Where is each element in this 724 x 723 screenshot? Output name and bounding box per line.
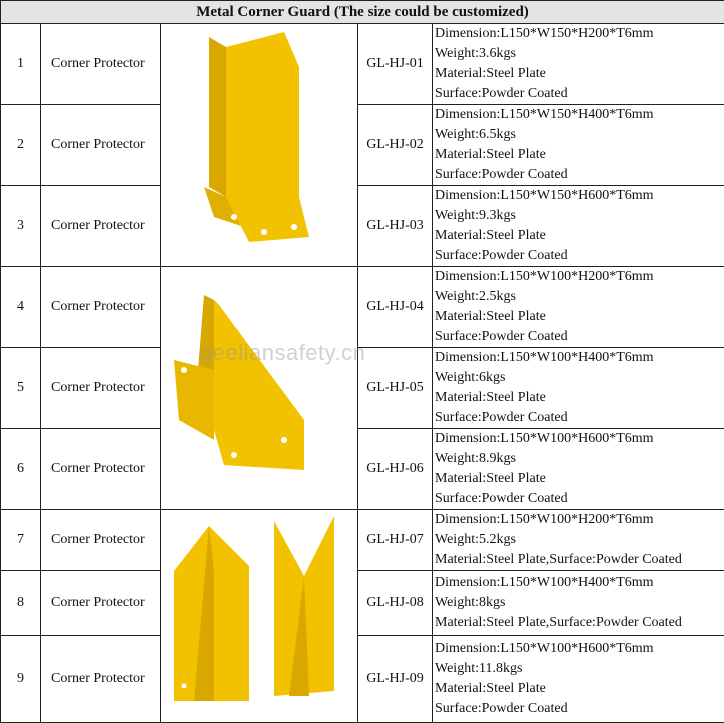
- product-image-cell: [161, 510, 358, 723]
- product-image-cell: [161, 267, 358, 510]
- product-name: Corner Protector: [41, 267, 161, 348]
- spec-line: Surface:Powder Coated: [435, 84, 724, 104]
- product-code: GL-HJ-09: [358, 636, 433, 723]
- product-specs: [433, 348, 724, 429]
- product-name: Corner Protector: [41, 24, 161, 105]
- spec-line: Dimension:L150*W150*H600*T6mm: [435, 186, 724, 206]
- product-code: GL-HJ-04: [358, 267, 433, 348]
- table-row: [1, 267, 724, 348]
- spec-line: Surface:Powder Coated: [435, 699, 724, 719]
- spec-line: Material:Steel Plate,Surface:Powder Coated: [435, 613, 724, 633]
- spec-line: Surface:Powder Coated: [435, 327, 724, 347]
- table-row: [1, 24, 724, 105]
- product-code: GL-HJ-07: [358, 510, 433, 571]
- spec-line: Dimension:L150*W100*H400*T6mm: [435, 348, 724, 368]
- product-image-cell: [161, 24, 358, 267]
- spec-line: Weight:8kgs: [435, 593, 724, 613]
- corner-guard-image: [164, 511, 354, 721]
- product-code: GL-HJ-05: [358, 348, 433, 429]
- spec-line: Material:Steel Plate: [435, 145, 724, 165]
- row-number: 9: [1, 636, 41, 723]
- row-number: 1: [1, 24, 41, 105]
- spec-line: Material:Steel Plate,Surface:Powder Coated: [435, 550, 724, 570]
- row-number: 7: [1, 510, 41, 571]
- table-row: [1, 636, 724, 723]
- product-name: Corner Protector: [41, 348, 161, 429]
- row-number: 8: [1, 571, 41, 636]
- product-specs: [433, 105, 724, 186]
- table-title: Metal Corner Guard (The size could be customized): [1, 1, 724, 24]
- product-code: GL-HJ-03: [358, 186, 433, 267]
- spec-line: Dimension:L150*W150*H200*T6mm: [435, 24, 724, 44]
- spec-line: Weight:6kgs: [435, 368, 724, 388]
- product-code: GL-HJ-01: [358, 24, 433, 105]
- spec-line: Dimension:L150*W150*H400*T6mm: [435, 105, 724, 125]
- spec-line: Surface:Powder Coated: [435, 489, 724, 509]
- spec-line: Surface:Powder Coated: [435, 165, 724, 185]
- product-specs: [433, 510, 724, 571]
- spec-line: Surface:Powder Coated: [435, 246, 724, 266]
- product-specs: [433, 571, 724, 636]
- row-number: 4: [1, 267, 41, 348]
- spec-line: Surface:Powder Coated: [435, 408, 724, 428]
- product-name: Corner Protector: [41, 105, 161, 186]
- spec-line: Material:Steel Plate: [435, 307, 724, 327]
- spec-line: Dimension:L150*W100*H400*T6mm: [435, 573, 724, 593]
- product-specs: [433, 24, 724, 105]
- spec-line: Weight:5.2kgs: [435, 530, 724, 550]
- spec-line: Dimension:L150*W100*H200*T6mm: [435, 267, 724, 287]
- spec-line: Material:Steel Plate: [435, 388, 724, 408]
- row-number: 2: [1, 105, 41, 186]
- row-number: 6: [1, 429, 41, 510]
- spec-line: Weight:3.6kgs: [435, 44, 724, 64]
- spec-line: Material:Steel Plate: [435, 64, 724, 84]
- row-number: 5: [1, 348, 41, 429]
- table-row: [1, 348, 724, 429]
- table-row: [1, 571, 724, 636]
- row-number: 3: [1, 186, 41, 267]
- spec-line: Weight:2.5kgs: [435, 287, 724, 307]
- table-row: [1, 510, 724, 571]
- spec-line: Material:Steel Plate: [435, 469, 724, 489]
- product-specs: [433, 429, 724, 510]
- product-specs: [433, 267, 724, 348]
- product-name: Corner Protector: [41, 186, 161, 267]
- product-specs: [433, 186, 724, 267]
- spec-line: Material:Steel Plate: [435, 226, 724, 246]
- product-name: Corner Protector: [41, 429, 161, 510]
- table-row: [1, 186, 724, 267]
- product-code: GL-HJ-06: [358, 429, 433, 510]
- product-name: Corner Protector: [41, 636, 161, 723]
- product-code: GL-HJ-08: [358, 571, 433, 636]
- spec-line: Dimension:L150*W100*H200*T6mm: [435, 510, 724, 530]
- product-name: Corner Protector: [41, 571, 161, 636]
- spec-line: Weight:8.9kgs: [435, 449, 724, 469]
- spec-line: Material:Steel Plate: [435, 679, 724, 699]
- table-row: [1, 105, 724, 186]
- corner-guard-image: [164, 27, 354, 263]
- spec-line: Dimension:L150*W100*H600*T6mm: [435, 639, 724, 659]
- product-specs: [433, 636, 724, 723]
- spec-line: Weight:9.3kgs: [435, 206, 724, 226]
- table-row: [1, 429, 724, 510]
- spec-line: Weight:6.5kgs: [435, 125, 724, 145]
- corner-guard-image: [164, 270, 354, 506]
- product-code: GL-HJ-02: [358, 105, 433, 186]
- spec-line: Dimension:L150*W100*H600*T6mm: [435, 429, 724, 449]
- product-name: Corner Protector: [41, 510, 161, 571]
- spec-line: Weight:11.8kgs: [435, 659, 724, 679]
- watermark: geeliansafety.cn: [200, 340, 365, 366]
